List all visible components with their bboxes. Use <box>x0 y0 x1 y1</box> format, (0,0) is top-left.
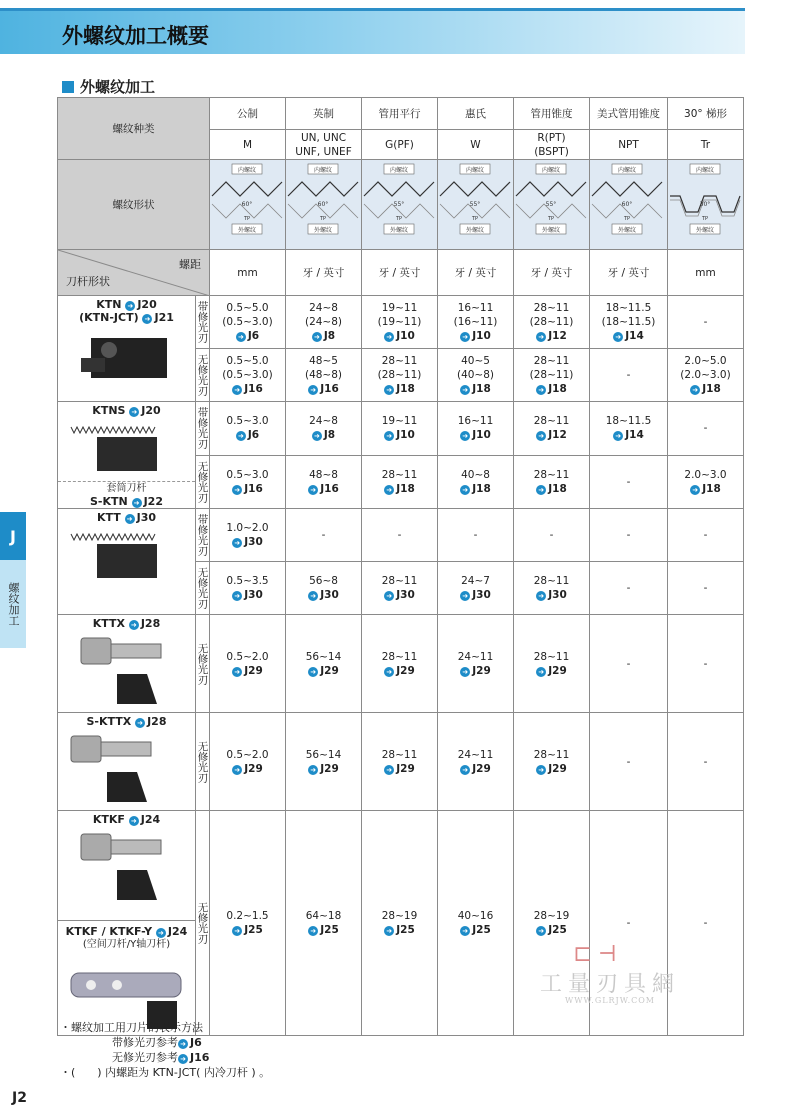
pitch-unit: mm <box>210 250 286 296</box>
arrow-icon: ➜ <box>460 765 470 775</box>
arrow-icon: ➜ <box>690 485 700 495</box>
pitch-unit: 牙 / 英寸 <box>590 250 668 296</box>
value-cell: - <box>668 509 744 562</box>
side-tab-letter: J <box>0 512 26 560</box>
value-cell: 56~14 ➜ J29 <box>286 615 362 713</box>
page-ref[interactable]: ➜ J16 <box>232 482 263 496</box>
col-name: 管用平行 <box>362 98 438 130</box>
value-cell: 28~11 ➜ J29 <box>514 713 590 811</box>
svg-text:内螺纹: 内螺纹 <box>695 167 715 174</box>
svg-text:内螺纹: 内螺纹 <box>465 167 485 174</box>
value-cell: 28~11 ➜ J29 <box>362 713 438 811</box>
thread-shape-diagram <box>668 160 744 250</box>
value-cell: - <box>590 713 668 811</box>
page-ref[interactable]: ➜ J25 <box>384 923 415 937</box>
arrow-icon: ➜ <box>384 926 394 936</box>
tool-ktt <box>58 509 196 615</box>
arrow-icon: ➜ <box>308 591 318 601</box>
value-cell: - <box>668 562 744 615</box>
arrow-icon: ➜ <box>308 926 318 936</box>
page-ref[interactable]: ➜ J29 <box>460 664 491 678</box>
value-cell: 19~11 ➜ J10 <box>362 402 438 456</box>
page-ref[interactable]: ➜ J29 <box>460 762 491 776</box>
section-heading <box>62 76 155 97</box>
value-cell: 0.2~1.5 ➜ J25 <box>210 811 286 1036</box>
svg-text:60°: 60° <box>621 201 633 208</box>
mode-label: 无修光刃 <box>196 615 210 713</box>
arrow-icon: ➜ <box>536 332 546 342</box>
page-ref[interactable]: ➜ J30 <box>308 588 339 602</box>
arrow-icon: ➜ <box>536 485 546 495</box>
arrow-icon: ➜ <box>236 332 246 342</box>
page-number: J2 <box>12 1090 27 1106</box>
col-code: W <box>438 130 514 160</box>
notes <box>60 1020 270 1080</box>
arrow-icon: ➜ <box>460 667 470 677</box>
value-cell: - <box>590 811 668 1036</box>
page-ref[interactable]: ➜ J12 <box>536 428 567 442</box>
svg-text:TP: TP <box>395 216 403 222</box>
page-ref[interactable]: ➜ J8 <box>312 329 335 343</box>
page-ref[interactable]: ➜ J18 <box>384 382 415 396</box>
arrow-icon: ➜ <box>384 332 394 342</box>
value-cell: - <box>286 509 362 562</box>
tool-image <box>77 830 177 910</box>
mode-label: 无修光刃 <box>196 713 210 811</box>
value-cell: - <box>668 713 744 811</box>
svg-text:外螺纹: 外螺纹 <box>237 227 257 234</box>
arrow-icon: ➜ <box>308 385 318 395</box>
value-cell: 28~11 (28~11) ➜ J18 <box>362 349 438 402</box>
page-ref[interactable]: ➜ J30 <box>536 588 567 602</box>
arrow-icon: ➜ <box>384 485 394 495</box>
value-cell: - <box>590 349 668 402</box>
page-ref[interactable]: ➜ J14 <box>613 428 644 442</box>
value-cell: 2.0~5.0 (2.0~3.0) ➜ J18 <box>668 349 744 402</box>
value-cell: 24~11 ➜ J29 <box>438 615 514 713</box>
svg-text:TP: TP <box>471 216 479 222</box>
arrow-icon: ➜ <box>156 928 166 938</box>
svg-text:外螺纹: 外螺纹 <box>389 227 409 234</box>
tool-skttx <box>58 713 196 811</box>
arrow-icon: ➜ <box>232 926 242 936</box>
arrow-icon: ➜ <box>308 485 318 495</box>
tool-ktns: KTNS ➜ J20 套筒刀杆 S-KTN ➜ J22 <box>58 402 196 509</box>
col-name: 惠氏 <box>438 98 514 130</box>
value-cell: 24~8 (24~8) ➜ J8 <box>286 296 362 349</box>
value-cell: 40~5 (40~8) ➜ J18 <box>438 349 514 402</box>
tool-name: KTTX ➜ J28 <box>92 617 161 630</box>
value-cell: - <box>590 455 668 509</box>
arrow-icon: ➜ <box>460 385 470 395</box>
value-cell: 0.5~2.0 ➜ J29 <box>210 615 286 713</box>
mode-label: 无修光刃 <box>196 349 210 402</box>
value-cell: 24~11 ➜ J29 <box>438 713 514 811</box>
thread-shape-diagram <box>210 160 286 250</box>
page-ref[interactable]: ➜ J16 <box>232 382 263 396</box>
value-cell: 48~8 ➜ J16 <box>286 455 362 509</box>
arrow-icon: ➜ <box>232 667 242 677</box>
value-cell: 16~11 ➜ J10 <box>438 402 514 456</box>
pitch-label: 螺距 <box>179 258 201 271</box>
arrow-icon: ➜ <box>232 385 242 395</box>
side-tab-label: 螺纹加工 <box>0 560 26 648</box>
tool-image <box>77 634 177 708</box>
page-ref[interactable]: ➜ J16 <box>308 382 339 396</box>
thread-shape-diagram <box>590 160 668 250</box>
svg-text:内螺纹: 内螺纹 <box>541 167 561 174</box>
arrow-icon: ➜ <box>384 431 394 441</box>
value-cell: 0.5~5.0 (0.5~3.0) ➜ J16 <box>210 349 286 402</box>
arrow-icon: ➜ <box>460 591 470 601</box>
value-cell: - <box>590 509 668 562</box>
col-code: UN, UNC UNF, UNEF <box>286 130 362 160</box>
thread-table <box>57 97 744 1036</box>
value-cell: 28~19 ➜ J25 <box>514 811 590 1036</box>
value-cell: 28~11 (28~11) ➜ J18 <box>514 349 590 402</box>
svg-text:外螺纹: 外螺纹 <box>617 227 637 234</box>
col-code: Tr <box>668 130 744 160</box>
note-2: 带修光刃参考 ➜ J6 <box>112 1036 202 1049</box>
value-cell: 24~8 ➜ J8 <box>286 402 362 456</box>
svg-text:外螺纹: 外螺纹 <box>541 227 561 234</box>
page-ref[interactable]: ➜ J8 <box>312 428 335 442</box>
thread-profile-icon <box>668 160 742 238</box>
arrow-icon: ➜ <box>129 620 139 630</box>
value-cell: 0.5~3.0 ➜ J6 <box>210 402 286 456</box>
page-ref[interactable]: ➜ J6 <box>236 329 259 343</box>
page-ref[interactable]: ➜ J12 <box>536 329 567 343</box>
tool-name: S-KTTX ➜ J28 <box>86 715 167 728</box>
tool-ktkf: KTKF ➜ J24 KTKF / KTKF-Y ➜ J24 (空间刀杆/Y轴刀杆) <box>58 811 196 1036</box>
arrow-icon: ➜ <box>125 514 135 524</box>
page-ref[interactable]: ➜ J29 <box>384 664 415 678</box>
tool-image <box>67 528 187 608</box>
thread-profile-icon <box>514 160 588 238</box>
page-ref[interactable]: ➜ J10 <box>384 428 415 442</box>
value-cell: 40~16 ➜ J25 <box>438 811 514 1036</box>
value-cell: 40~8 ➜ J18 <box>438 455 514 509</box>
col-name: 30° 梯形 <box>668 98 744 130</box>
arrow-icon: ➜ <box>125 301 135 311</box>
shape-label: 螺纹形状 <box>58 160 210 250</box>
page-ref[interactable]: ➜ J29 <box>232 762 263 776</box>
arrow-icon: ➜ <box>460 926 470 936</box>
value-cell: 18~11.5 ➜ J14 <box>590 402 668 456</box>
arrow-icon: ➜ <box>312 431 322 441</box>
arrow-icon: ➜ <box>690 385 700 395</box>
value-cell: 0.5~2.0 ➜ J29 <box>210 713 286 811</box>
watermark-logo-icon: ⊏⊣ <box>573 942 623 967</box>
tool-ktn: KTN ➜ J20 (KTN-JCT) ➜ J21 <box>58 296 196 402</box>
svg-text:55°: 55° <box>469 201 481 208</box>
arrow-icon: ➜ <box>536 926 546 936</box>
svg-text:内螺纹: 内螺纹 <box>389 167 409 174</box>
value-cell: 0.5~5.0 (0.5~3.0) ➜ J6 <box>210 296 286 349</box>
arrow-icon: ➜ <box>312 332 322 342</box>
svg-text:外螺纹: 外螺纹 <box>313 227 333 234</box>
value-cell: 2.0~3.0 ➜ J18 <box>668 455 744 509</box>
mode-label: 无修光刃 <box>196 562 210 615</box>
arrow-icon: ➜ <box>613 431 623 441</box>
tool-name: KTKF ➜ J24 <box>92 813 161 826</box>
pitch-unit: 牙 / 英寸 <box>514 250 590 296</box>
svg-text:TP: TP <box>623 216 631 222</box>
svg-text:TP: TP <box>701 216 709 222</box>
mode-label: 带修光刃 <box>196 509 210 562</box>
arrow-icon: ➜ <box>613 332 623 342</box>
value-cell: 28~11 (28~11) ➜ J12 <box>514 296 590 349</box>
page-ref[interactable]: ➜ J18 <box>460 482 491 496</box>
value-cell: 28~11 ➜ J18 <box>362 455 438 509</box>
mode-label: 无修光刃 <box>196 811 210 1036</box>
arrow-icon: ➜ <box>129 816 139 826</box>
thread-profile-icon <box>210 160 284 238</box>
arrow-icon: ➜ <box>384 667 394 677</box>
page-ref[interactable]: ➜ J6 <box>236 428 259 442</box>
arrow-icon: ➜ <box>460 485 470 495</box>
page-ref[interactable]: ➜ J30 <box>460 588 491 602</box>
value-cell: 28~11 ➜ J29 <box>362 615 438 713</box>
value-cell: 28~11 ➜ J29 <box>514 615 590 713</box>
svg-text:TP: TP <box>547 216 555 222</box>
arrow-icon: ➜ <box>232 591 242 601</box>
thread-shape-diagram <box>362 160 438 250</box>
svg-text:内螺纹: 内螺纹 <box>617 167 637 174</box>
svg-text:TP: TP <box>243 216 251 222</box>
page-ref[interactable]: ➜ J10 <box>460 329 491 343</box>
page-ref[interactable]: ➜ J25 <box>460 923 491 937</box>
arrow-icon: ➜ <box>460 332 470 342</box>
arrow-icon: ➜ <box>536 591 546 601</box>
value-cell: - <box>668 811 744 1036</box>
value-cell: 48~5 (48~8) ➜ J16 <box>286 349 362 402</box>
value-cell: 64~18 ➜ J25 <box>286 811 362 1036</box>
value-cell: 28~11 ➜ J12 <box>514 402 590 456</box>
arrow-icon: ➜ <box>236 431 246 441</box>
arrow-icon: ➜ <box>384 765 394 775</box>
svg-text:外螺纹: 外螺纹 <box>695 227 715 234</box>
thread-profile-icon <box>590 160 664 238</box>
value-cell: - <box>438 509 514 562</box>
arrow-icon: ➜ <box>308 765 318 775</box>
note-4: ・( ) 内螺距为 KTN-JCT( 内冷刀杆 ) 。 <box>60 1066 271 1079</box>
page-ref[interactable]: ➜ J30 <box>232 535 263 549</box>
tool-image <box>67 328 187 392</box>
thread-profile-icon <box>286 160 360 238</box>
title-bar <box>0 8 745 54</box>
thread-shape-diagram <box>286 160 362 250</box>
value-cell: 28~11 ➜ J30 <box>362 562 438 615</box>
value-cell: 56~8 ➜ J30 <box>286 562 362 615</box>
mode-label: 带修光刃 <box>196 296 210 349</box>
tool-name: KTT ➜ J30 <box>96 511 157 524</box>
side-tab[interactable] <box>0 512 26 648</box>
arrow-icon: ➜ <box>308 667 318 677</box>
note-3: 无修光刃参考 ➜ J16 <box>112 1051 210 1064</box>
pitch-unit: 牙 / 英寸 <box>362 250 438 296</box>
section-title: 外螺纹加工 <box>80 78 156 96</box>
page-ref[interactable]: ➜ J18 <box>690 482 721 496</box>
value-cell: - <box>668 615 744 713</box>
page-ref[interactable]: ➜ J29 <box>536 664 567 678</box>
value-cell: 28~19 ➜ J25 <box>362 811 438 1036</box>
svg-text:55°: 55° <box>393 201 405 208</box>
svg-text:60°: 60° <box>241 201 253 208</box>
page-ref[interactable]: ➜ J30 <box>384 588 415 602</box>
page-ref[interactable]: ➜ J16 <box>308 482 339 496</box>
page-ref[interactable]: ➜ J18 <box>536 482 567 496</box>
value-cell: 19~11 (19~11) ➜ J10 <box>362 296 438 349</box>
tool-image <box>67 732 187 806</box>
value-cell: - <box>668 402 744 456</box>
col-name: 英制 <box>286 98 362 130</box>
arrow-icon: ➜ <box>232 538 242 548</box>
thread-type-label: 螺纹种类 <box>58 98 210 160</box>
value-cell: - <box>514 509 590 562</box>
watermark <box>540 942 680 1005</box>
tool-label: 刀杆形状 <box>66 275 110 288</box>
arrow-icon: ➜ <box>132 498 142 508</box>
thread-shape-diagram <box>438 160 514 250</box>
arrow-icon: ➜ <box>178 1039 188 1049</box>
value-cell: - <box>590 615 668 713</box>
col-code: R(PT) (BSPT) <box>514 130 590 160</box>
col-code: M <box>210 130 286 160</box>
arrow-icon: ➜ <box>232 765 242 775</box>
value-cell: 28~11 ➜ J18 <box>514 455 590 509</box>
thread-profile-icon <box>438 160 512 238</box>
arrow-icon: ➜ <box>536 385 546 395</box>
value-cell: - <box>362 509 438 562</box>
thread-shape-diagram <box>514 160 590 250</box>
mode-label: 无修光刃 <box>196 455 210 509</box>
page-ref[interactable]: ➜ J29 <box>536 762 567 776</box>
page-ref[interactable]: ➜ J29 <box>384 762 415 776</box>
value-cell: 0.5~3.0 ➜ J16 <box>210 455 286 509</box>
arrow-icon: ➜ <box>232 485 242 495</box>
note-1: ・螺纹加工用刀片的表示方法 <box>60 1021 203 1034</box>
value-cell: 56~14 ➜ J29 <box>286 713 362 811</box>
col-name: 美式管用锥度 <box>590 98 668 130</box>
tool-kttx <box>58 615 196 713</box>
page-title: 外螺纹加工概要 <box>62 24 209 48</box>
page-ref[interactable]: ➜ J29 <box>308 664 339 678</box>
arrow-icon: ➜ <box>536 667 546 677</box>
value-cell: - <box>590 562 668 615</box>
arrow-icon: ➜ <box>536 765 546 775</box>
arrow-icon: ➜ <box>460 431 470 441</box>
mode-label: 带修光刃 <box>196 402 210 456</box>
page-ref[interactable]: ➜ J18 <box>460 382 491 396</box>
page-ref[interactable]: ➜ J29 <box>308 762 339 776</box>
page-ref[interactable]: ➜ J29 <box>232 664 263 678</box>
tool-image <box>67 421 187 477</box>
tool-name: KTN ➜ J20 <box>96 298 157 311</box>
value-cell: 16~11 (16~11) ➜ J10 <box>438 296 514 349</box>
svg-text:TP: TP <box>319 216 327 222</box>
page-ref[interactable]: ➜ J10 <box>460 428 491 442</box>
pitch-unit: 牙 / 英寸 <box>438 250 514 296</box>
page-ref[interactable]: ➜ J25 <box>308 923 339 937</box>
thread-profile-icon <box>362 160 436 238</box>
pitch-unit: mm <box>668 250 744 296</box>
page-ref[interactable]: ➜ J30 <box>232 588 263 602</box>
svg-text:内螺纹: 内螺纹 <box>237 167 257 174</box>
value-cell: 0.5~3.5 ➜ J30 <box>210 562 286 615</box>
arrow-icon: ➜ <box>536 431 546 441</box>
arrow-icon: ➜ <box>178 1054 188 1064</box>
arrow-icon: ➜ <box>384 591 394 601</box>
watermark-text: 工量刃具網 <box>540 972 681 997</box>
arrow-icon: ➜ <box>384 385 394 395</box>
page-ref[interactable]: ➜ J14 <box>613 329 644 343</box>
col-name: 公制 <box>210 98 286 130</box>
pitch-tool-header <box>58 250 210 296</box>
svg-text:55°: 55° <box>545 201 557 208</box>
value-cell: 24~7 ➜ J30 <box>438 562 514 615</box>
svg-text:60°: 60° <box>317 201 329 208</box>
page-ref[interactable]: ➜ J18 <box>536 382 567 396</box>
watermark-url: WWW.GLRJW.COM <box>565 996 655 1005</box>
col-name: 管用锥度 <box>514 98 590 130</box>
value-cell: - <box>668 296 744 349</box>
value-cell: 28~11 ➜ J30 <box>514 562 590 615</box>
arrow-icon: ➜ <box>129 407 139 417</box>
page-ref[interactable]: ➜ J25 <box>536 923 567 937</box>
svg-text:内螺纹: 内螺纹 <box>313 167 333 174</box>
value-cell: 18~11.5 (18~11.5) ➜ J14 <box>590 296 668 349</box>
pitch-unit: 牙 / 英寸 <box>286 250 362 296</box>
page-ref[interactable]: ➜ J18 <box>690 382 721 396</box>
col-code: NPT <box>590 130 668 160</box>
square-bullet-icon <box>62 81 74 93</box>
page-ref[interactable]: ➜ J25 <box>232 923 263 937</box>
col-code: G(PF) <box>362 130 438 160</box>
arrow-icon: ➜ <box>135 718 145 728</box>
svg-text:30°: 30° <box>699 201 711 208</box>
page-ref[interactable]: ➜ J18 <box>384 482 415 496</box>
svg-text:外螺纹: 外螺纹 <box>465 227 485 234</box>
value-cell: 1.0~2.0 ➜ J30 <box>210 509 286 562</box>
page-ref[interactable]: ➜ J10 <box>384 329 415 343</box>
arrow-icon: ➜ <box>142 314 152 324</box>
